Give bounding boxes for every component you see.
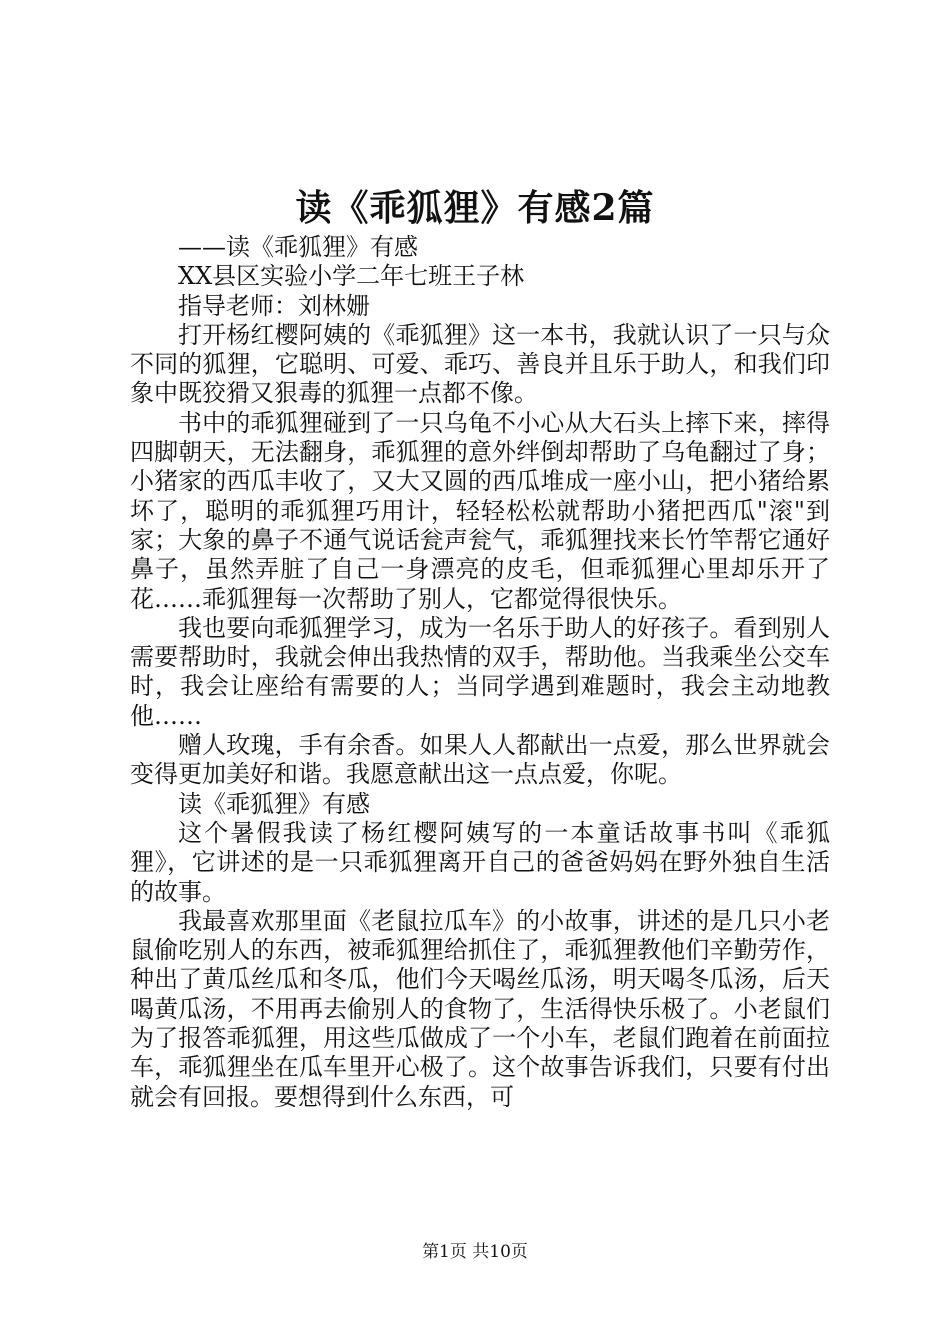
page-footer: 第1页 共10页 <box>422 1242 528 1262</box>
author-line: XX县区实验小学二年七班王子林 <box>178 262 525 291</box>
paragraph: 打开杨红樱阿姨的《乖狐狸》这一本书，我就认识了一只与众不同的狐狸，它聪明、可爱、乖巧、善良并且乐于助人，和我们印象中既狡猾又狠毒的狐狸一点都不像。 <box>130 320 830 408</box>
document-body <box>130 233 830 1112</box>
subtitle-line: ——读《乖狐狸》有感 <box>178 233 418 261</box>
section-heading: 读《乖狐狸》有感 <box>178 789 370 818</box>
document-title: 读《乖狐狸》有感2篇 <box>295 187 655 229</box>
paragraph: 赠人玫瑰，手有余香。如果人人都献出一点爱，那么世界就会变得更加美好和谐。我愿意献出这一点点爱，你呢。 <box>130 731 830 789</box>
paragraph: 我也要向乖狐狸学习，成为一名乐于助人的好孩子。看到别人需要帮助时，我就会伸出我热情的双手，帮助他。当我乘坐公交车时，我会让座给有需要的人；当同学遇到难题时，我会主动地教他…… <box>130 613 830 730</box>
teacher-line: 指导老师：刘林姗 <box>178 291 370 320</box>
paragraph: 书中的乖狐狸碰到了一只乌龟不小心从大石头上摔下来，摔得四脚朝天，无法翻身，乖狐狸的意外绊倒却帮助了乌龟翻过了身；小猪家的西瓜丰收了，又大又圆的西瓜堆成一座小山，把小猪给累坏了，聪明的乖狐狸巧用计，轻轻松松就帮助小猪把西瓜"滚"到家；大象的鼻子不通气说话瓮声瓮气，乖狐狸找来长竹竿帮它通好鼻子，虽然弄脏了自己一身漂亮的皮毛，但乖狐狸心里却乐开了花……乖狐狸每一次帮助了别人，它都觉得很快乐。 <box>130 408 830 613</box>
paragraph: 这个暑假我读了杨红樱阿姨写的一本童话故事书叫《乖狐狸》，它讲述的是一只乖狐狸离开自己的爸爸妈妈在野外独自生活的故事。 <box>130 818 830 906</box>
paragraph: 我最喜欢那里面《老鼠拉瓜车》的小故事，讲述的是几只小老鼠偷吃别人的东西，被乖狐狸给抓住了，乖狐狸教他们辛勤劳作，种出了黄瓜丝瓜和冬瓜，他们今天喝丝瓜汤，明天喝冬瓜汤，后天喝黄瓜汤，不用再去偷别人的食物了，生活得快乐极了。小老鼠们为了报答乖狐狸，用这些瓜做成了一个小车，老鼠们跑着在前面拉车，乖狐狸坐在瓜车里开心极了。这个故事告诉我们，只要有付出就会有回报。要想得到什么东西，可 <box>130 906 830 1111</box>
